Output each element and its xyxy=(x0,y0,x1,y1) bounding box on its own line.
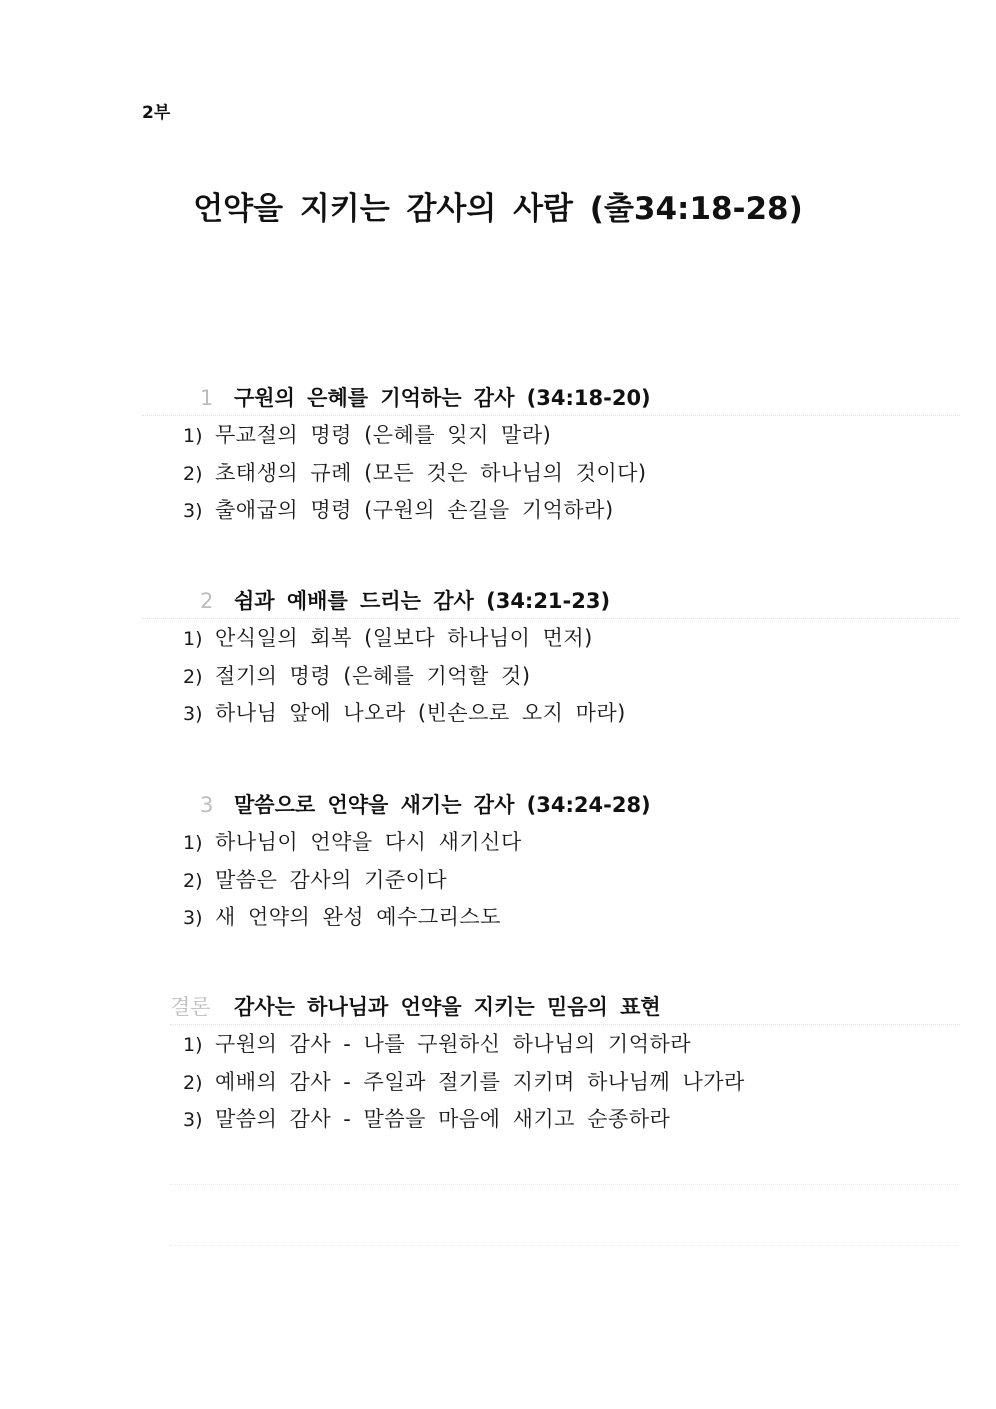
list-item xyxy=(183,906,522,944)
item-text: 안식일의 회복 (일보다 하나님이 먼저) xyxy=(215,626,593,650)
item-index: 2) xyxy=(183,1071,203,1094)
blank-line xyxy=(170,1245,960,1246)
item-text: 절기의 명령 (은혜를 기억할 것) xyxy=(215,663,531,688)
section-heading xyxy=(200,789,651,819)
item-text: 초태생의 규례 (모든 것은 하나님의 것이다) xyxy=(215,460,647,485)
item-text: 하나님 앞에 나오라 (빈손으로 오지 마라) xyxy=(215,701,626,725)
section-items xyxy=(183,424,647,537)
part-label: 2부 xyxy=(142,103,171,123)
section-items xyxy=(183,1033,745,1146)
section-heading xyxy=(200,382,651,412)
list-item xyxy=(183,1033,745,1071)
item-text: 새 언약의 완성 예수그리스도 xyxy=(215,905,501,929)
item-index: 3) xyxy=(183,703,203,725)
item-text: 예배의 감사 - 주일과 절기를 지키며 하나님께 나가라 xyxy=(215,1069,745,1094)
item-index: 3) xyxy=(183,1109,203,1131)
section-divider xyxy=(170,1024,960,1025)
conclusion-label: 결론 xyxy=(170,995,211,1019)
page-title: 언약을 지키는 감사의 사람 (출34:18-28) xyxy=(193,191,803,227)
section-number: 2 xyxy=(200,589,214,613)
item-index: 2) xyxy=(183,665,203,688)
list-item xyxy=(183,831,522,869)
item-text: 구원의 감사 - 나를 구원하신 하나님의 기억하라 xyxy=(215,1032,692,1056)
item-text: 말씀은 감사의 기준이다 xyxy=(215,867,448,892)
item-index: 3) xyxy=(183,907,203,929)
section-title: 말씀으로 언약을 새기는 감사 (34:24-28) xyxy=(234,793,651,817)
list-item xyxy=(183,702,626,740)
list-item xyxy=(183,424,647,462)
section-number: 1 xyxy=(200,386,214,410)
section-divider xyxy=(142,415,960,416)
section-number: 3 xyxy=(200,793,214,817)
item-text: 출애굽의 명령 (구원의 손길을 기억하라) xyxy=(215,498,614,522)
section-items xyxy=(183,831,522,944)
blank-line xyxy=(170,1184,960,1185)
conclusion-title: 감사는 하나님과 언약을 지키는 믿음의 표현 xyxy=(234,995,661,1019)
item-index: 1) xyxy=(183,1034,203,1056)
list-item xyxy=(183,499,647,537)
list-item xyxy=(183,665,626,703)
list-item xyxy=(183,627,626,665)
list-item xyxy=(183,1071,745,1109)
item-index: 1) xyxy=(183,628,203,650)
conclusion-heading xyxy=(170,991,661,1021)
section-title: 쉼과 예배를 드리는 감사 (34:21-23) xyxy=(234,589,611,613)
list-item xyxy=(183,1108,745,1146)
item-index: 3) xyxy=(183,500,203,522)
list-item xyxy=(183,462,647,500)
item-text: 하나님이 언약을 다시 새기신다 xyxy=(215,830,522,854)
item-index: 2) xyxy=(183,869,203,892)
item-index: 1) xyxy=(183,832,203,854)
section-items xyxy=(183,627,626,740)
list-item xyxy=(183,869,522,907)
section-divider xyxy=(142,618,960,619)
section-title: 구원의 은혜를 기억하는 감사 (34:18-20) xyxy=(234,386,651,410)
item-index: 1) xyxy=(183,425,203,447)
section-heading xyxy=(200,585,610,615)
item-text: 무교절의 명령 (은혜를 잊지 말라) xyxy=(215,423,552,447)
item-index: 2) xyxy=(183,462,203,485)
item-text: 말씀의 감사 - 말씀을 마음에 새기고 순종하라 xyxy=(215,1107,671,1131)
